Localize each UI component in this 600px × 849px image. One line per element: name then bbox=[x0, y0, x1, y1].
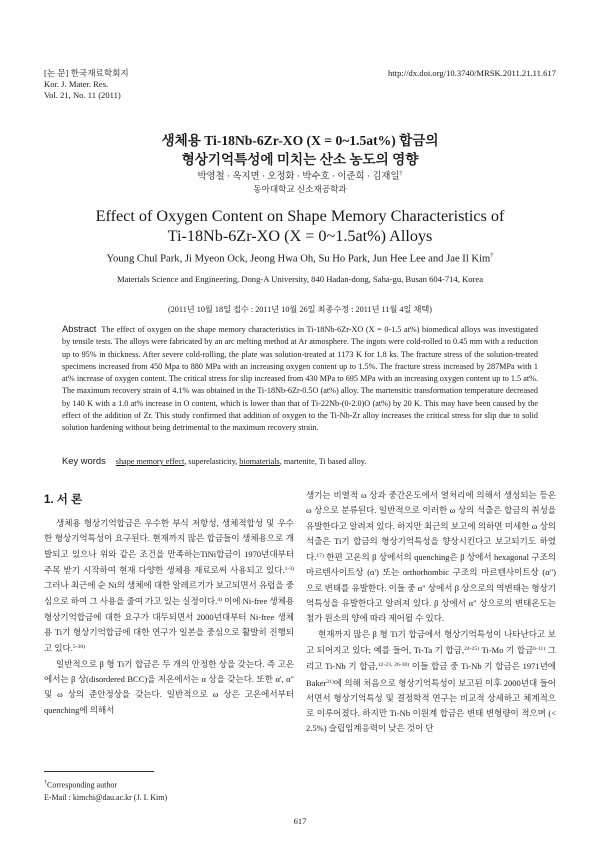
affiliation-korean: 동아대학교 신소재공학과 bbox=[253, 184, 347, 194]
corresponding-mark: † bbox=[399, 170, 403, 177]
authors-english bbox=[20, 252, 580, 265]
citation: 24-25) bbox=[464, 645, 480, 652]
authors-korean bbox=[40, 168, 560, 182]
page-number: 617 bbox=[293, 816, 307, 826]
citation: 31) bbox=[326, 678, 334, 685]
abstract bbox=[62, 323, 538, 435]
submission-dates: (2011년 10월 18일 접수 : 2011년 10월 26일 최종수정 : 2011년 11월 4일 채택) bbox=[167, 305, 432, 314]
title-korean bbox=[40, 131, 560, 169]
paragraph bbox=[44, 657, 294, 718]
citation: 6-11) bbox=[533, 645, 546, 652]
text-run: 이들 합금 중 Ti-Nb 기 합금은 1971년에 Baker bbox=[306, 661, 556, 688]
text-run: 한편 고온의 β 상에서의 quenching은 β 상에서 hexagonal 구조의 마르텐사이트상 (α') 또는 orthorhombic 구조의 마르텐사이트상 (α") 으로 변태를 유발한다. 이들 중 α" 상에서 β 상으로의 역변태는 형상기억특성을 유발한다고 알려져 있다. β 상에서 α" 상으로의 변태온도는 첨가 원소의 양에 따라 제어될 수 있다. bbox=[306, 552, 556, 624]
text-run: Ti-Mo 기 합금 bbox=[479, 644, 534, 655]
title-korean-line2: 형상기억특성에 미치는 산소 농도의 영향 bbox=[181, 152, 419, 167]
text-run: 일반적으로 β 형 Ti기 합금은 두 개의 안정한 상을 갖는다. 즉 고온에서는 β 상(disordered BCC)을 저온에서는 α 상을 갖는다. 또한 α', α" 및 ω 상의 준안정상을 갖는다. 일반적으로 ω 상은 고온에서부터 quenching에 의해서 bbox=[44, 658, 294, 715]
doi-link[interactable]: http://dx.doi.org/10.3740/MRSK.2011.21.11.617 bbox=[388, 68, 556, 78]
journal-name-en: Kor. J. Mater. Res. bbox=[44, 79, 109, 89]
footnote bbox=[44, 777, 167, 804]
title-korean-line1: 생체용 Ti-18Nb-6Zr-XO (X = 0~1.5at%) 합금의 bbox=[161, 133, 439, 148]
affiliation-english: Materials Science and Engineering, Dong-A University, 840 Hadan-dong, Saha-gu, Busan 604-714, Korea bbox=[116, 274, 484, 284]
text-run: 생기는 비열적 ω 상과 중간온도에서 열처리에 의해서 생성되는 등온 ω 상으로 분류된다. 일반적으로 이러한 ω 상의 석출은 합금의 취성을 유발한다고 알려져 있다. 하지만 최근의 보고에 의하면 미세한 ω 상의 석출은 Ti기 합금의 형상기억특성을 향상시킨다고 보고되기도 하였다. bbox=[306, 490, 556, 563]
authors-korean-names: 박영철 · 옥지면 · 오정화 · 박수호 · 이준희 · 김재일 bbox=[197, 172, 400, 182]
title-english-line2: Ti-18Nb-6Zr-XO (X = 0~1.5at%) Alloys bbox=[167, 227, 433, 245]
keywords bbox=[62, 455, 538, 466]
journal-volume: Vol. 21, No. 11 (2011) bbox=[44, 90, 121, 100]
keywords-label: Key words bbox=[62, 455, 106, 466]
journal-header bbox=[44, 68, 129, 101]
title-english-line1: Effect of Oxygen Content on Shape Memory Characteristics of bbox=[95, 207, 505, 225]
citation: 1-3) bbox=[284, 565, 294, 572]
keyword-link[interactable]: biomaterials bbox=[239, 457, 280, 466]
footnote-mark: † bbox=[44, 780, 47, 786]
footnote-divider bbox=[44, 771, 154, 772]
paragraph bbox=[44, 516, 294, 657]
body-column-right bbox=[306, 488, 556, 737]
keyword-link[interactable]: shape memory effect bbox=[115, 457, 185, 466]
paragraph bbox=[306, 488, 556, 627]
footnote-corresponding bbox=[44, 777, 167, 792]
citation: 4) bbox=[217, 597, 222, 604]
text-run: 그리고 Ti-Nb 기 합금, bbox=[306, 644, 556, 672]
paragraph bbox=[306, 627, 556, 737]
footnote-label: Corresponding author bbox=[47, 780, 117, 790]
abstract-label: Abstract bbox=[62, 323, 97, 334]
journal-name-ko: [논 문] 한국재료학회지 bbox=[44, 68, 129, 78]
abstract-text: The effect of oxygen on the shape memory characteristics in Ti-18Nb-6Zr-XO (X = 0-1.5 at%) biomedical alloys was investigated by tensile tests. The alloys were fabricated by an arc melting method at Ar atmosphere. The ingots were cold-rolled to 0.45 mm with a reduction up to 95% in thickness. After severe cold-rolling, the plate was solution-treated at 1173 K for 1.8 ks. The fracture stress of the solution-treated specimens increased from 450 Mpa to 880 MPa with an increasing oxygen content up to 1.5%. The fracture stress increased by 287MPa with 1 at% increase of oxygen content. The critical stress for slip increased from 430 MPa to 695 MPa with an increasing oxygen content up to 1.5 at%. The maximum recovery strain of 4.1% was obtained in the Ti-18Nb-6Zr-0.5O (at%) alloy. The martensitic transformation temperature decreased by 140 K with a 1.0 at% increase in O content, which is lower than that of Ti-22Nb-(0-2.0)O (at%) by 20 K. This may have been caused by the effect of the addition of Zr. This study confirmed that addition of oxygen to the Ti-Nb-Zr alloy increases the critical stress for slip due to solid solution hardening without being detrimental to the maximum recovery strain. bbox=[62, 325, 538, 433]
text-run: 에 의해 처음으로 형상기억특성이 보고된 이후 2000년대 들어서면서 형상기억특성 및 결정학적 연구는 비교적 상세하고 체계적으로 이루어졌다. 하지만 Ti-Nb 이원계 합금은 변태 변형량이 적으며 (< 2.5%) 슬립임계응력이 낮은 것이 단 bbox=[306, 677, 556, 734]
text-run: 현재까지 많은 β 형 Ti기 합금에서 형상기억특성이 나타난다고 보고 되어지고 있다; 예를 들어, Ti-Ta 기 합금, bbox=[306, 628, 556, 655]
text-run: 그러나 최근에 순 Ni의 생체에 대한 알레르기가 보고되면서 유럽을 중심으로 하여 그 사용을 줄여 가고 있는 실정이다. bbox=[44, 580, 294, 607]
citation: 5-30) bbox=[72, 644, 86, 651]
keyword-separator: , superelasticity, bbox=[184, 457, 240, 466]
body-column-left bbox=[44, 516, 294, 718]
text-run: 이에 Ni-free 생체용 형상기억합금에 대한 요구가 대두되면서 2000년대부터 Ni-free 생체용 Ti기 형상기억합금에 대한 연구가 일본을 중심으로 활발히 진행되고 있다. bbox=[44, 596, 295, 654]
citation: 17) bbox=[316, 553, 324, 560]
citation: 12-23, 26-30) bbox=[377, 662, 410, 669]
footnote-email[interactable]: E-Mail : kimchi@dau.ac.kr (J. I. Kim) bbox=[44, 792, 168, 802]
corresponding-mark-en: † bbox=[490, 252, 494, 259]
section-title-introduction: 1. 서 론 bbox=[44, 494, 83, 506]
keyword-rest: , martenite, Ti based alloy. bbox=[279, 457, 367, 466]
authors-english-names: Young Chul Park, Ji Myeon Ock, Jeong Hwa Oh, Su Ho Park, Jun Hee Lee and Jae Il Kim bbox=[106, 253, 491, 265]
title-english bbox=[30, 206, 570, 246]
text-run: 생체용 형상기억합금은 우수한 부식 저항성, 생체적합성 및 우수한 형상기억특성이 요구된다. 현재까지 많은 합금들이 생체용으로 개발되고 있으나 위와 같은 조건을 만족하는TiNi합금이 1970년대부터 주목 받기 시작하여 현재 다양한 생체용 재료로써 사용되고 있다. bbox=[44, 518, 294, 575]
